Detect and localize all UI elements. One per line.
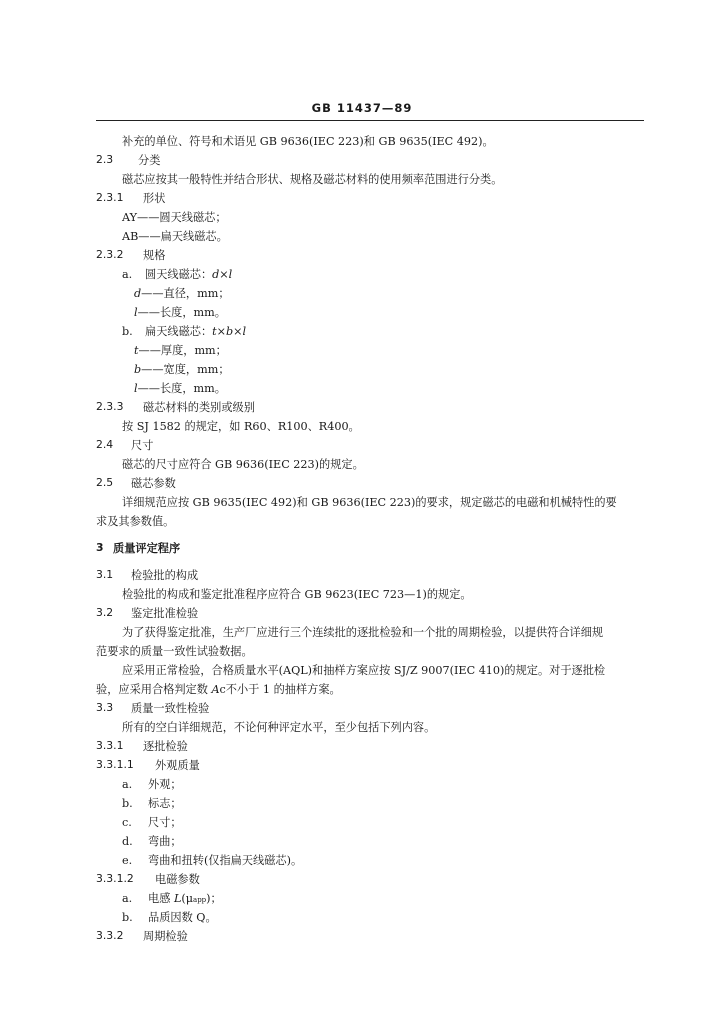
list-label: b.	[122, 325, 133, 338]
definition-text: ——厚度，mm；	[138, 344, 227, 357]
section-number: 2.3.3	[96, 400, 124, 413]
symbol: d	[134, 287, 142, 300]
symbol-definition	[134, 364, 230, 375]
text-line: 磁芯的尺寸应符合 GB 9636(IEC 223)的规定。	[122, 458, 364, 471]
section-title: 分类	[138, 154, 161, 167]
text-line: 所有的空白详细规范，不论何种评定水平，至少包括下列内容。	[122, 721, 436, 734]
symbol-definition	[134, 307, 226, 318]
section-title: 尺寸	[131, 439, 154, 452]
text-line: 补充的单位、符号和术语见 GB 9636(IEC 223)和 GB 9635(IEC 492)。	[122, 135, 494, 148]
list-item	[148, 893, 222, 904]
section-title: 规格	[143, 249, 166, 262]
text-line: 应采用正常检验，合格质量水平(AQL)和抽样方案应按 SJ/Z 9007(IEC 410)的规定。对于逐批检	[122, 664, 606, 677]
text-line: 检验批的构成和鉴定批准程序应符合 GB 9623(IEC 723—1)的规定。	[122, 588, 472, 601]
list-label: c.	[122, 816, 132, 829]
list-label: b.	[122, 797, 133, 810]
list-item-text: 电感	[148, 892, 174, 905]
section-title: 电磁参数	[155, 873, 200, 886]
section-number: 3.2	[96, 606, 114, 619]
chapter-number: 3	[96, 541, 104, 554]
text-line: 求及其参数值。	[96, 515, 175, 528]
section-number: 2.4	[96, 438, 114, 451]
list-item-text: (μ	[181, 892, 194, 905]
definition-text: ——宽度，mm；	[141, 363, 230, 376]
formula: t×b×l	[212, 325, 247, 338]
text-line: 按 SJ 1582 的规定，如 R60、R100、R400。	[122, 420, 360, 433]
list-item-text: 扁天线磁芯：	[145, 325, 213, 338]
section-title: 形状	[143, 192, 166, 205]
section-number: 2.3.1	[96, 191, 124, 204]
list-label: a.	[122, 778, 133, 791]
list-item: 尺寸；	[148, 816, 182, 829]
symbol: l	[134, 382, 138, 395]
list-item	[145, 269, 232, 280]
section-number: 3.3.2	[96, 929, 124, 942]
symbol: l	[134, 306, 138, 319]
chapter-title: 质量评定程序	[113, 541, 181, 555]
section-number: 2.3	[96, 153, 114, 166]
list-item: 弯曲和扭转(仅指扁天线磁芯)。	[148, 854, 303, 867]
list-item-text: )；	[206, 892, 222, 905]
section-title: 外观质量	[155, 759, 200, 772]
list-label: a.	[122, 892, 133, 905]
text-segment: c不小于 1 的抽样方案。	[219, 683, 341, 696]
text-line: 为了获得鉴定批准，生产厂应进行三个连续批的逐批检验和一个批的周期检验，以提供符合详细规	[122, 626, 604, 639]
section-title: 磁芯材料的类别或级别	[143, 401, 255, 414]
text-line: 范要求的质量一致性试验数据。	[96, 645, 253, 658]
symbol-definition	[134, 288, 230, 299]
section-number: 2.3.2	[96, 248, 124, 261]
formula: d×l	[212, 268, 233, 281]
text-segment: 验，应采用合格判定数	[96, 683, 212, 696]
list-item	[145, 326, 246, 337]
section-number: 3.3.1.1	[96, 758, 134, 771]
list-item: 外观；	[148, 778, 182, 791]
text-line: 详细规范应按 GB 9635(IEC 492)和 GB 9636(IEC 223)的要求，规定磁芯的电磁和机械特性的要	[122, 496, 617, 509]
list-item-text: 圆天线磁芯：	[145, 268, 213, 281]
text-line: 磁芯应按其一般特性并结合形状、规格及磁芯材料的使用频率范围进行分类。	[122, 173, 503, 186]
text-line: AY——圆天线磁芯；	[122, 211, 227, 224]
symbol: b	[134, 363, 142, 376]
list-label: a.	[122, 268, 133, 281]
symbol-definition	[134, 345, 227, 356]
text-line: AB——扁天线磁芯。	[122, 230, 228, 243]
page-header-standard-code: GB 11437—89	[311, 101, 413, 115]
section-title: 检验批的构成	[131, 569, 199, 582]
section-title: 磁芯参数	[131, 477, 176, 490]
section-number: 2.5	[96, 476, 114, 489]
definition-text: ——长度，mm。	[137, 306, 226, 319]
list-item: 品质因数 Q。	[148, 911, 217, 924]
symbol: A	[211, 683, 220, 696]
section-title: 周期检验	[143, 930, 188, 943]
header-rule	[96, 120, 644, 121]
section-title: 质量一致性检验	[131, 702, 210, 715]
section-number: 3.3	[96, 701, 114, 714]
text-line	[96, 684, 341, 695]
list-item: 弯曲；	[148, 835, 182, 848]
definition-text: ——长度，mm。	[137, 382, 226, 395]
list-label: b.	[122, 911, 133, 924]
subscript: app	[193, 896, 207, 904]
symbol-definition	[134, 383, 226, 394]
section-title: 逐批检验	[143, 740, 188, 753]
list-item: 标志；	[148, 797, 182, 810]
section-number: 3.3.1	[96, 739, 124, 752]
section-number: 3.1	[96, 568, 114, 581]
list-label: e.	[122, 854, 133, 867]
definition-text: ——直径，mm；	[141, 287, 230, 300]
symbol: t	[134, 344, 139, 357]
section-title: 鉴定批准检验	[131, 607, 199, 620]
list-label: d.	[122, 835, 133, 848]
symbol: L	[173, 892, 182, 905]
section-number: 3.3.1.2	[96, 872, 134, 885]
